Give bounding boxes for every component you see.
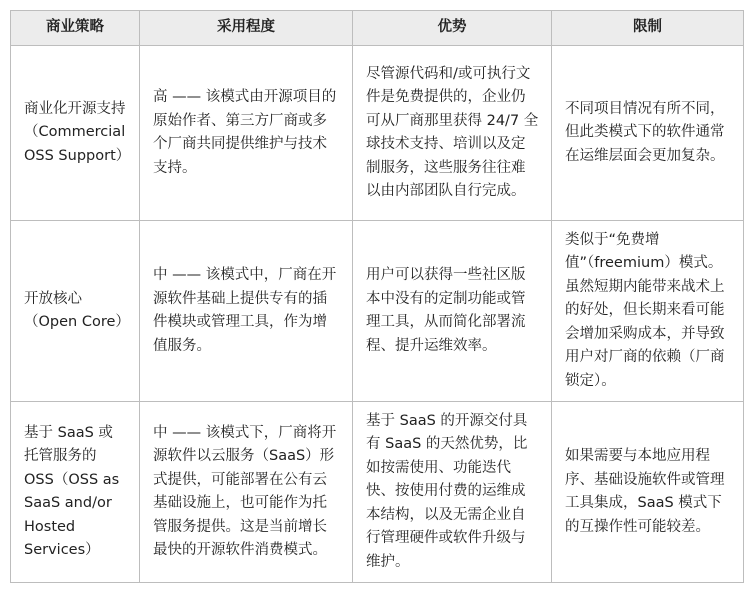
header-adoption: 采用程度 bbox=[140, 11, 353, 46]
cell-adoption: 中 —— 该模式中，厂商在开源软件基础上提供专有的插件模块或管理工具，作为增值服务。 bbox=[140, 221, 353, 402]
business-strategy-table bbox=[10, 10, 744, 583]
cell-limitations: 不同项目情况有所不同，但此类模式下的软件通常在运维层面会更加复杂。 bbox=[552, 46, 744, 221]
cell-adoption: 高 —— 该模式由开源项目的原始作者、第三方厂商或多个厂商共同提供维护与技术支持。 bbox=[140, 46, 353, 221]
cell-limitations: 如果需要与本地应用程序、基础设施软件或管理工具集成，SaaS 模式下的互操作性可能较差。 bbox=[552, 402, 744, 583]
cell-strategy: 商业化开源支持（Commercial OSS Support） bbox=[11, 46, 140, 221]
cell-advantages: 用户可以获得一些社区版本中没有的定制功能或管理工具，从而简化部署流程、提升运维效率。 bbox=[353, 221, 552, 402]
cell-strategy: 基于 SaaS 或托管服务的 OSS（OSS as SaaS and/or Hosted Services） bbox=[11, 402, 140, 583]
cell-advantages: 基于 SaaS 的开源交付具有 SaaS 的天然优势，比如按需使用、功能迭代快、按使用付费的运维成本结构，以及无需企业自行管理硬件或软件升级与维护。 bbox=[353, 402, 552, 583]
header-limitations: 限制 bbox=[552, 11, 744, 46]
cell-advantages: 尽管源代码和/或可执行文件是免费提供的，企业仍可从厂商那里获得 24/7 全球技术支持、培训以及定制服务，这些服务往往难以由内部团队自行完成。 bbox=[353, 46, 552, 221]
table-row bbox=[11, 221, 744, 402]
table-row bbox=[11, 46, 744, 221]
table-header-row bbox=[11, 11, 744, 46]
table-row bbox=[11, 402, 744, 583]
cell-adoption: 中 —— 该模式下，厂商将开源软件以云服务（SaaS）形式提供，可能部署在公有云基础设施上，也可能作为托管服务提供。这是当前增长最快的开源软件消费模式。 bbox=[140, 402, 353, 583]
cell-limitations: 类似于“免费增值”（freemium）模式。虽然短期内能带来战术上的好处，但长期来看可能会增加采购成本，并导致用户对厂商的依赖（厂商锁定）。 bbox=[552, 221, 744, 402]
header-advantages: 优势 bbox=[353, 11, 552, 46]
cell-strategy: 开放核心（Open Core） bbox=[11, 221, 140, 402]
header-strategy: 商业策略 bbox=[11, 11, 140, 46]
